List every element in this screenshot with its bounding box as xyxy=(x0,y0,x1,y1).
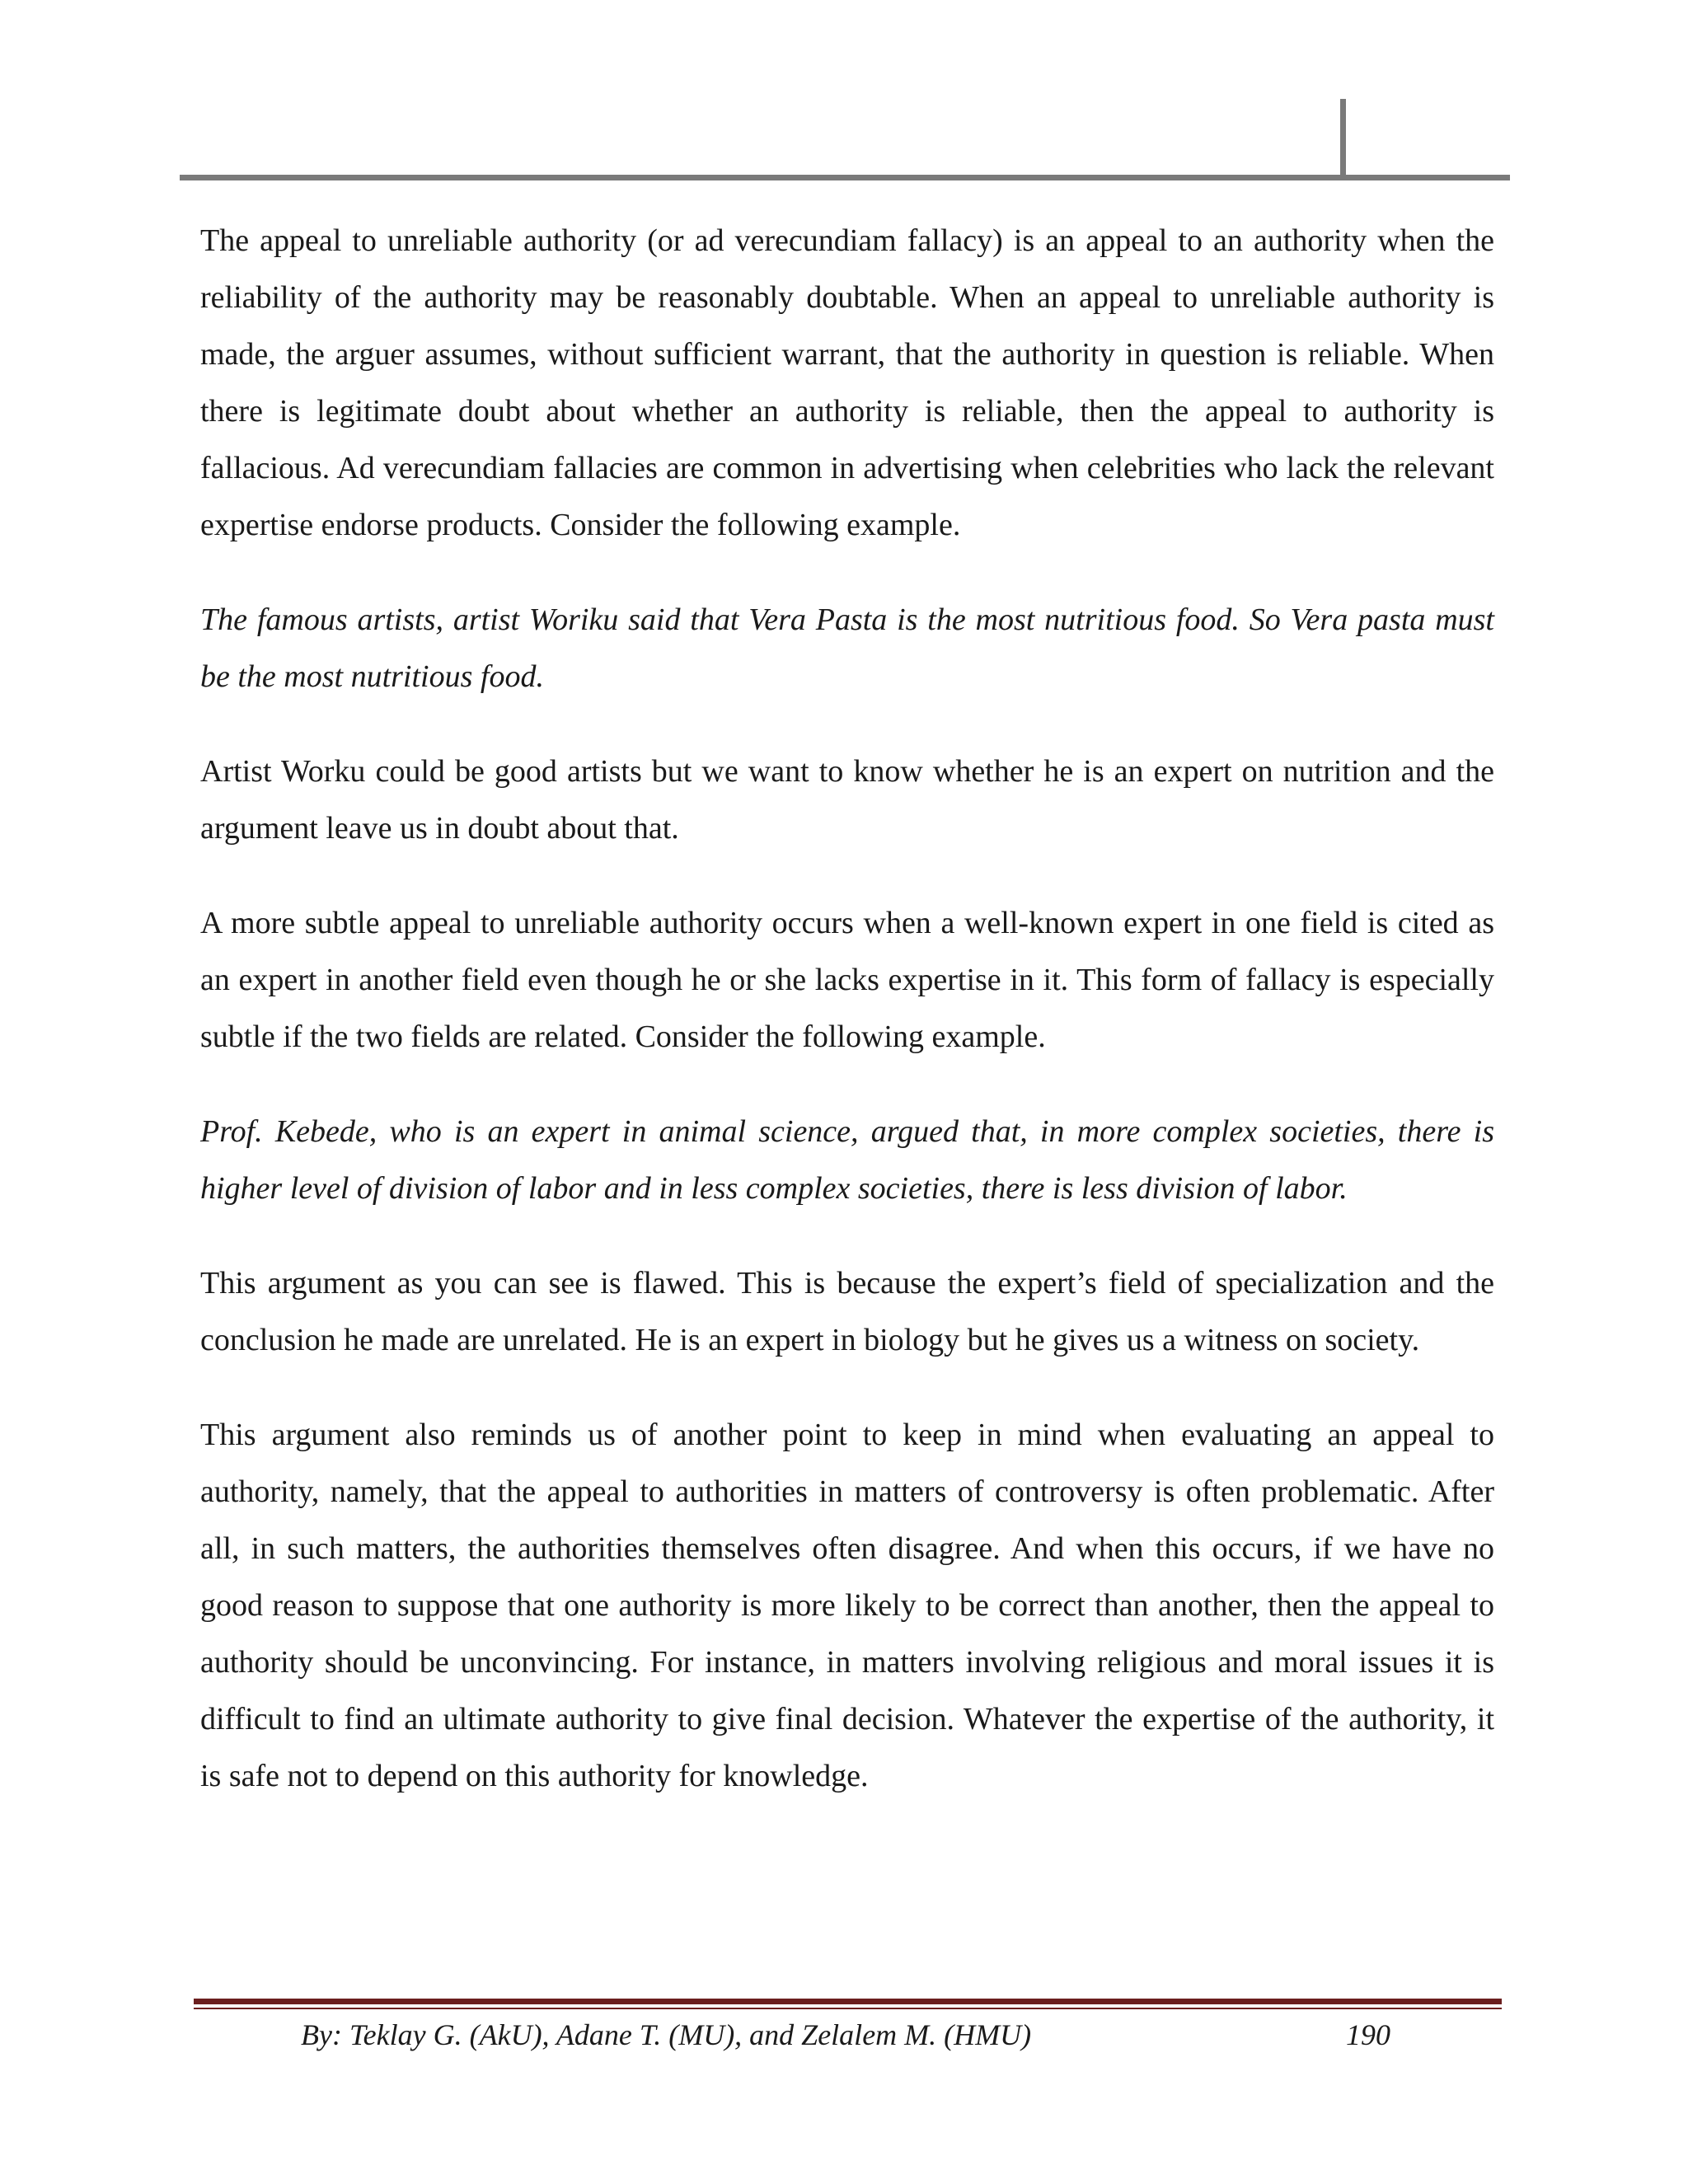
page-number: 190 xyxy=(1346,2018,1390,2051)
example-prof-kebede: Prof. Kebede, who is an expert in animal science, argued that, in more complex societies, there is higher level of division of labor and in less complex societies, there is less division of labor. xyxy=(200,1114,1494,1206)
footer-rule xyxy=(194,1999,1502,2004)
paragraph-argument-flawed: This argument as you can see is flawed. This is because the expert’s field of specialization and the conclusion he made are unrelated. He is an expert in biology but he gives us a witness on society. xyxy=(200,1266,1494,1357)
page-body xyxy=(200,213,1494,1843)
paragraph-controversy: This argument also reminds us of another point to keep in mind when evaluating an appeal to authority, namely, that the appeal to authorities in matters of controversy is often problematic. After all, in such matters, the authorities themselves often disagree. And when this occurs, if we have no good reason to suppose that one authority is more likely to be correct than another, then the appeal to authority should be unconvincing. For instance, in matters involving religious and moral issues it is difficult to find an ultimate authority to give final decision. Whatever the expertise of the authority, it is safe not to depend on this authority for knowledge. xyxy=(200,1418,1494,1793)
paragraph-artist-worku: Artist Worku could be good artists but we want to know whether he is an expert on nutrition and the argument leave us in doubt about that. xyxy=(200,754,1494,846)
footer-rule-thin xyxy=(194,2008,1502,2009)
paragraph-ad-verecundiam-definition: The appeal to unreliable authority (or ad verecundiam fallacy) is an appeal to an authority when the reliability of the authority may be reasonably doubtable. When an appeal to unreliable authority is made, the arguer assumes, without sufficient warrant, that the authority in question is reliable. When there is legitimate doubt about whether an authority is reliable, then the appeal to authority is fallacious. Ad verecundiam fallacies are common in advertising when celebrities who lack the relevant expertise endorse products. Consider the following example. xyxy=(200,223,1494,542)
paragraph-subtle-appeal: A more subtle appeal to unreliable authority occurs when a well-known expert in one field is cited as an expert in another field even though he or she lacks expertise in it. This form of fallacy is especially subtle if the two fields are related. Consider the following example. xyxy=(200,906,1494,1054)
header-vertical-rule xyxy=(1340,99,1346,179)
example-vera-pasta: The famous artists, artist Woriku said that Vera Pasta is the most nutritious food. So Vera pasta must be the most nutritious food. xyxy=(200,602,1494,694)
footer-authors: By: Teklay G. (AkU), Adane T. (MU), and Zelalem M. (HMU) xyxy=(301,2018,1032,2051)
header-rule xyxy=(180,175,1510,180)
